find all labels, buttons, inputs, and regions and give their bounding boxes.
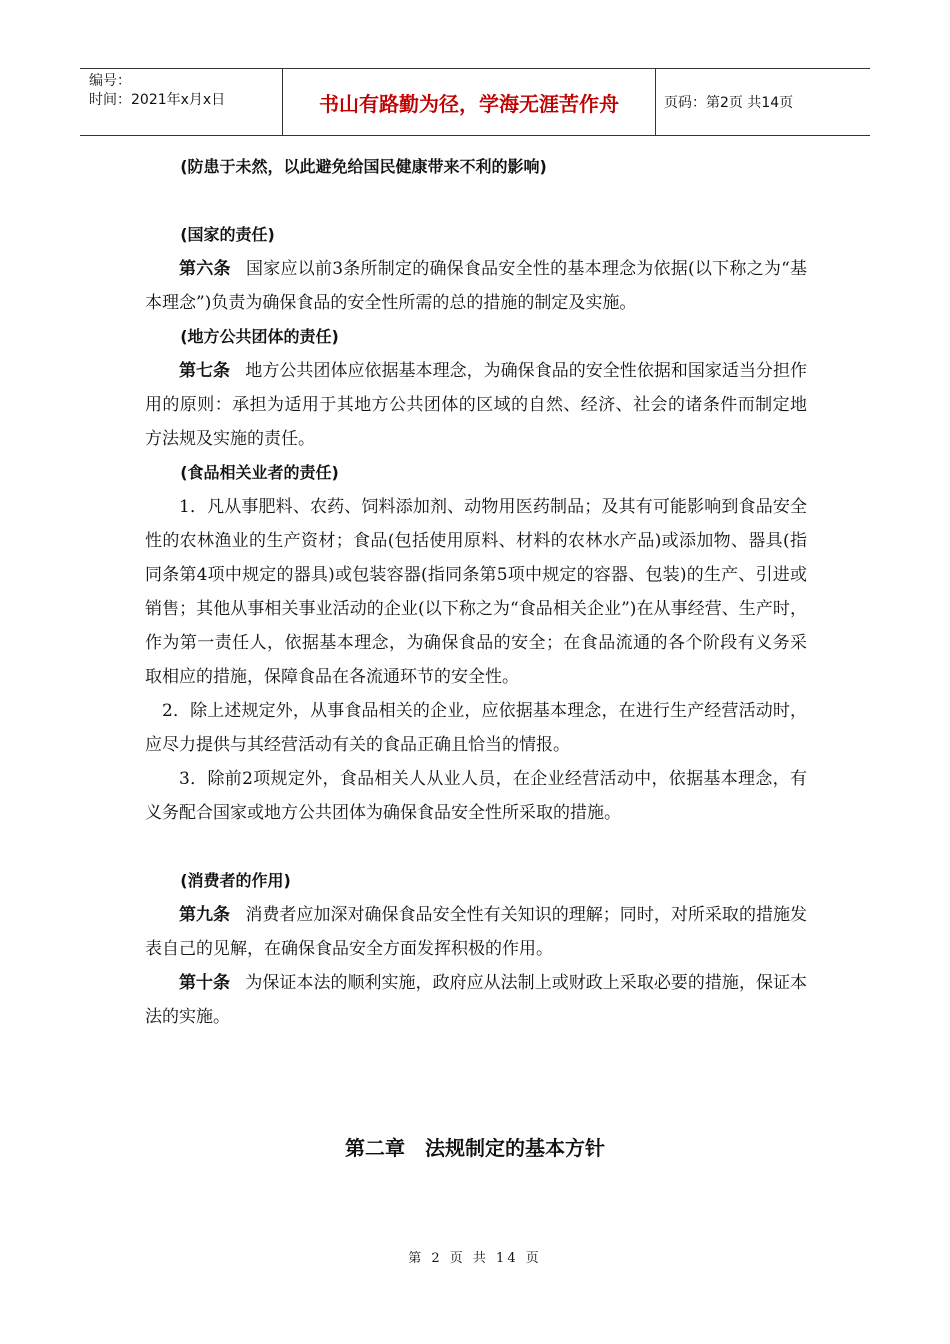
article-9-number: 第九条 [179,905,231,925]
header-meta [80,69,282,135]
article-6-text: 国家应以前3条所制定的确保食品安全性的基本理念为依据(以下称之为“基本理念”)负责为确保食品的安全性所需的总的措施的制定及实施。 [145,259,808,313]
article-10 [145,966,807,1034]
article-10-text: 为保证本法的顺利实施，政府应从法制上或财政上采取必要的措施，保证本法的实施。 [145,973,808,1027]
document-body [145,150,807,1034]
article-9-text: 消费者应加深对确保食品安全性有关知识的理解；同时，对所采取的措施发表自己的见解，在确保食品安全方面发挥积极的作用。 [145,905,808,959]
doc-date-label: 时间：2021年x月x日 [89,92,226,108]
section-heading-business: (食品相关业者的责任) [180,463,339,482]
section-heading-local: (地方公共团体的责任) [180,327,339,346]
header-motto: 书山有路勤为径，学海无涯苦作舟 [282,69,656,135]
article-10-number: 第十条 [179,973,231,993]
clause-1: 1．凡从事肥料、农药、饲料添加剂、动物用医药制品；及其有可能影响到食品安全性的农林渔业的生产资材；食品(包括使用原料、材料的农林水产品)或添加物、器具(指同条第4项中规定的器具)或包装容器(指同条第5项中规定的容器、包装)的生产、引进或销售；其他从事相关事业活动的企业(以下称之为“食品相关企业”)在从事经营、生产时，作为第一责任人，依据基本理念，为确保食品的安全；在食品流通的各个阶段有义务采取相应的措施，保障食品在各流通环节的安全性。 [145,497,807,687]
doc-number-label: 编号： [89,73,131,89]
page-footer: 第 2 页 共 14 页 [408,1251,542,1266]
section-heading-prevention: (防患于未然，以此避免给国民健康带来不利的影响) [180,157,547,176]
clause-2: 2．除上述规定外，从事食品相关的企业，应依据基本理念，在进行生产经营活动时，应尽力提供与其经营活动有关的食品正确且恰当的情报。 [145,701,807,755]
article-7-number: 第七条 [179,361,231,381]
article-7-text: 地方公共团体应依据基本理念，为确保食品的安全性依据和国家适当分担作用的原则：承担为适用于其地方公共团体的区域的自然、经济、社会的诸条件而制定地方法规及实施的责任。 [145,361,808,449]
article-6-number: 第六条 [179,259,231,279]
chapter-title: 第二章 法规制定的基本方针 [345,1136,605,1160]
header-page-info: 页码：第2页 共14页 [664,95,794,111]
article-9 [145,898,807,966]
article-6 [145,252,807,320]
section-heading-state: (国家的责任) [180,225,275,244]
page-header [80,68,870,136]
article-7 [145,354,807,456]
clause-3: 3．除前2项规定外，食品相关人从业人员，在企业经营活动中，依据基本理念，有义务配合国家或地方公共团体为确保食品安全性所采取的措施。 [145,769,807,823]
section-heading-consumer: (消费者的作用) [180,871,291,890]
